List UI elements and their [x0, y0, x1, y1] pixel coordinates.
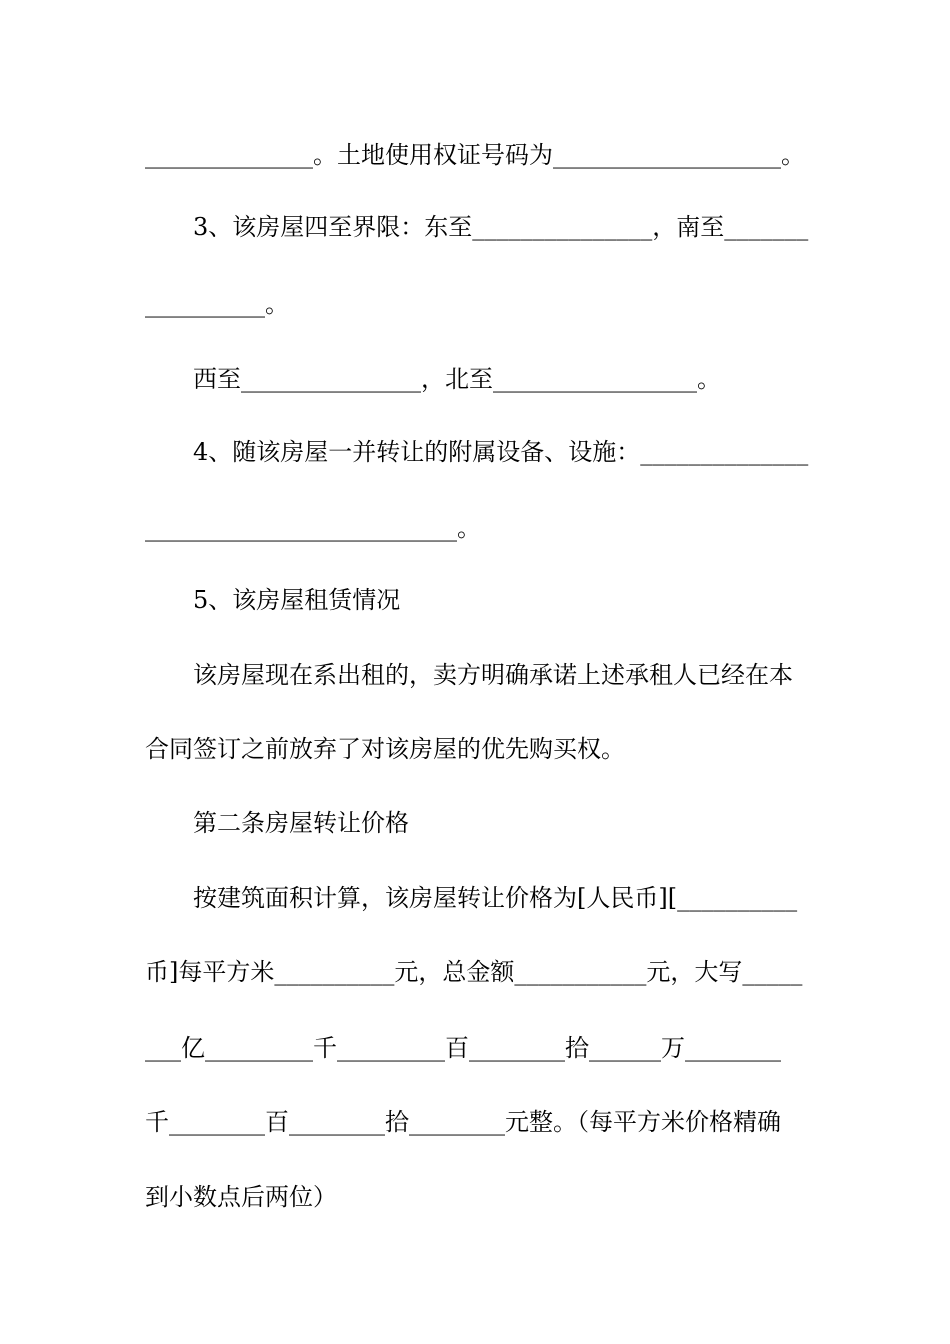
- lease-paragraph-line-2: 合同签订之前放弃了对该房屋的优先购买权。: [145, 735, 625, 763]
- land-certificate-line: ______________。土地使用权证号码为___________________。: [145, 141, 805, 169]
- lease-status-heading: 5、该房屋租赁情况: [193, 586, 401, 614]
- boundary-east-south-line: 3、该房屋四至界限：东至_______________，南至_______: [193, 213, 809, 241]
- attached-facilities-continuation-line: __________________________。: [145, 514, 481, 542]
- price-paragraph-line-2: 币]每平方米__________元，总金额___________元，大写_____: [145, 958, 803, 986]
- attached-facilities-line: 4、随该房屋一并转让的附属设备、设施：______________: [193, 438, 809, 466]
- boundary-continuation-line: __________。: [145, 290, 289, 318]
- price-paragraph-line-3: ___亿_________千_________百________拾______万________: [145, 1034, 781, 1062]
- price-paragraph-line-5: 到小数点后两位）: [145, 1183, 337, 1211]
- price-paragraph-line-1: 按建筑面积计算，该房屋转让价格为[人民币][__________: [193, 884, 798, 912]
- price-paragraph-line-4: 千________百________拾________元整。（每平方米价格精确: [145, 1108, 781, 1136]
- article-two-heading: 第二条房屋转让价格: [193, 809, 409, 837]
- lease-paragraph-line-1: 该房屋现在系出租的，卖方明确承诺上述承租人已经在本: [193, 661, 793, 689]
- boundary-west-north-line: 西至_______________，北至_________________。: [193, 365, 721, 393]
